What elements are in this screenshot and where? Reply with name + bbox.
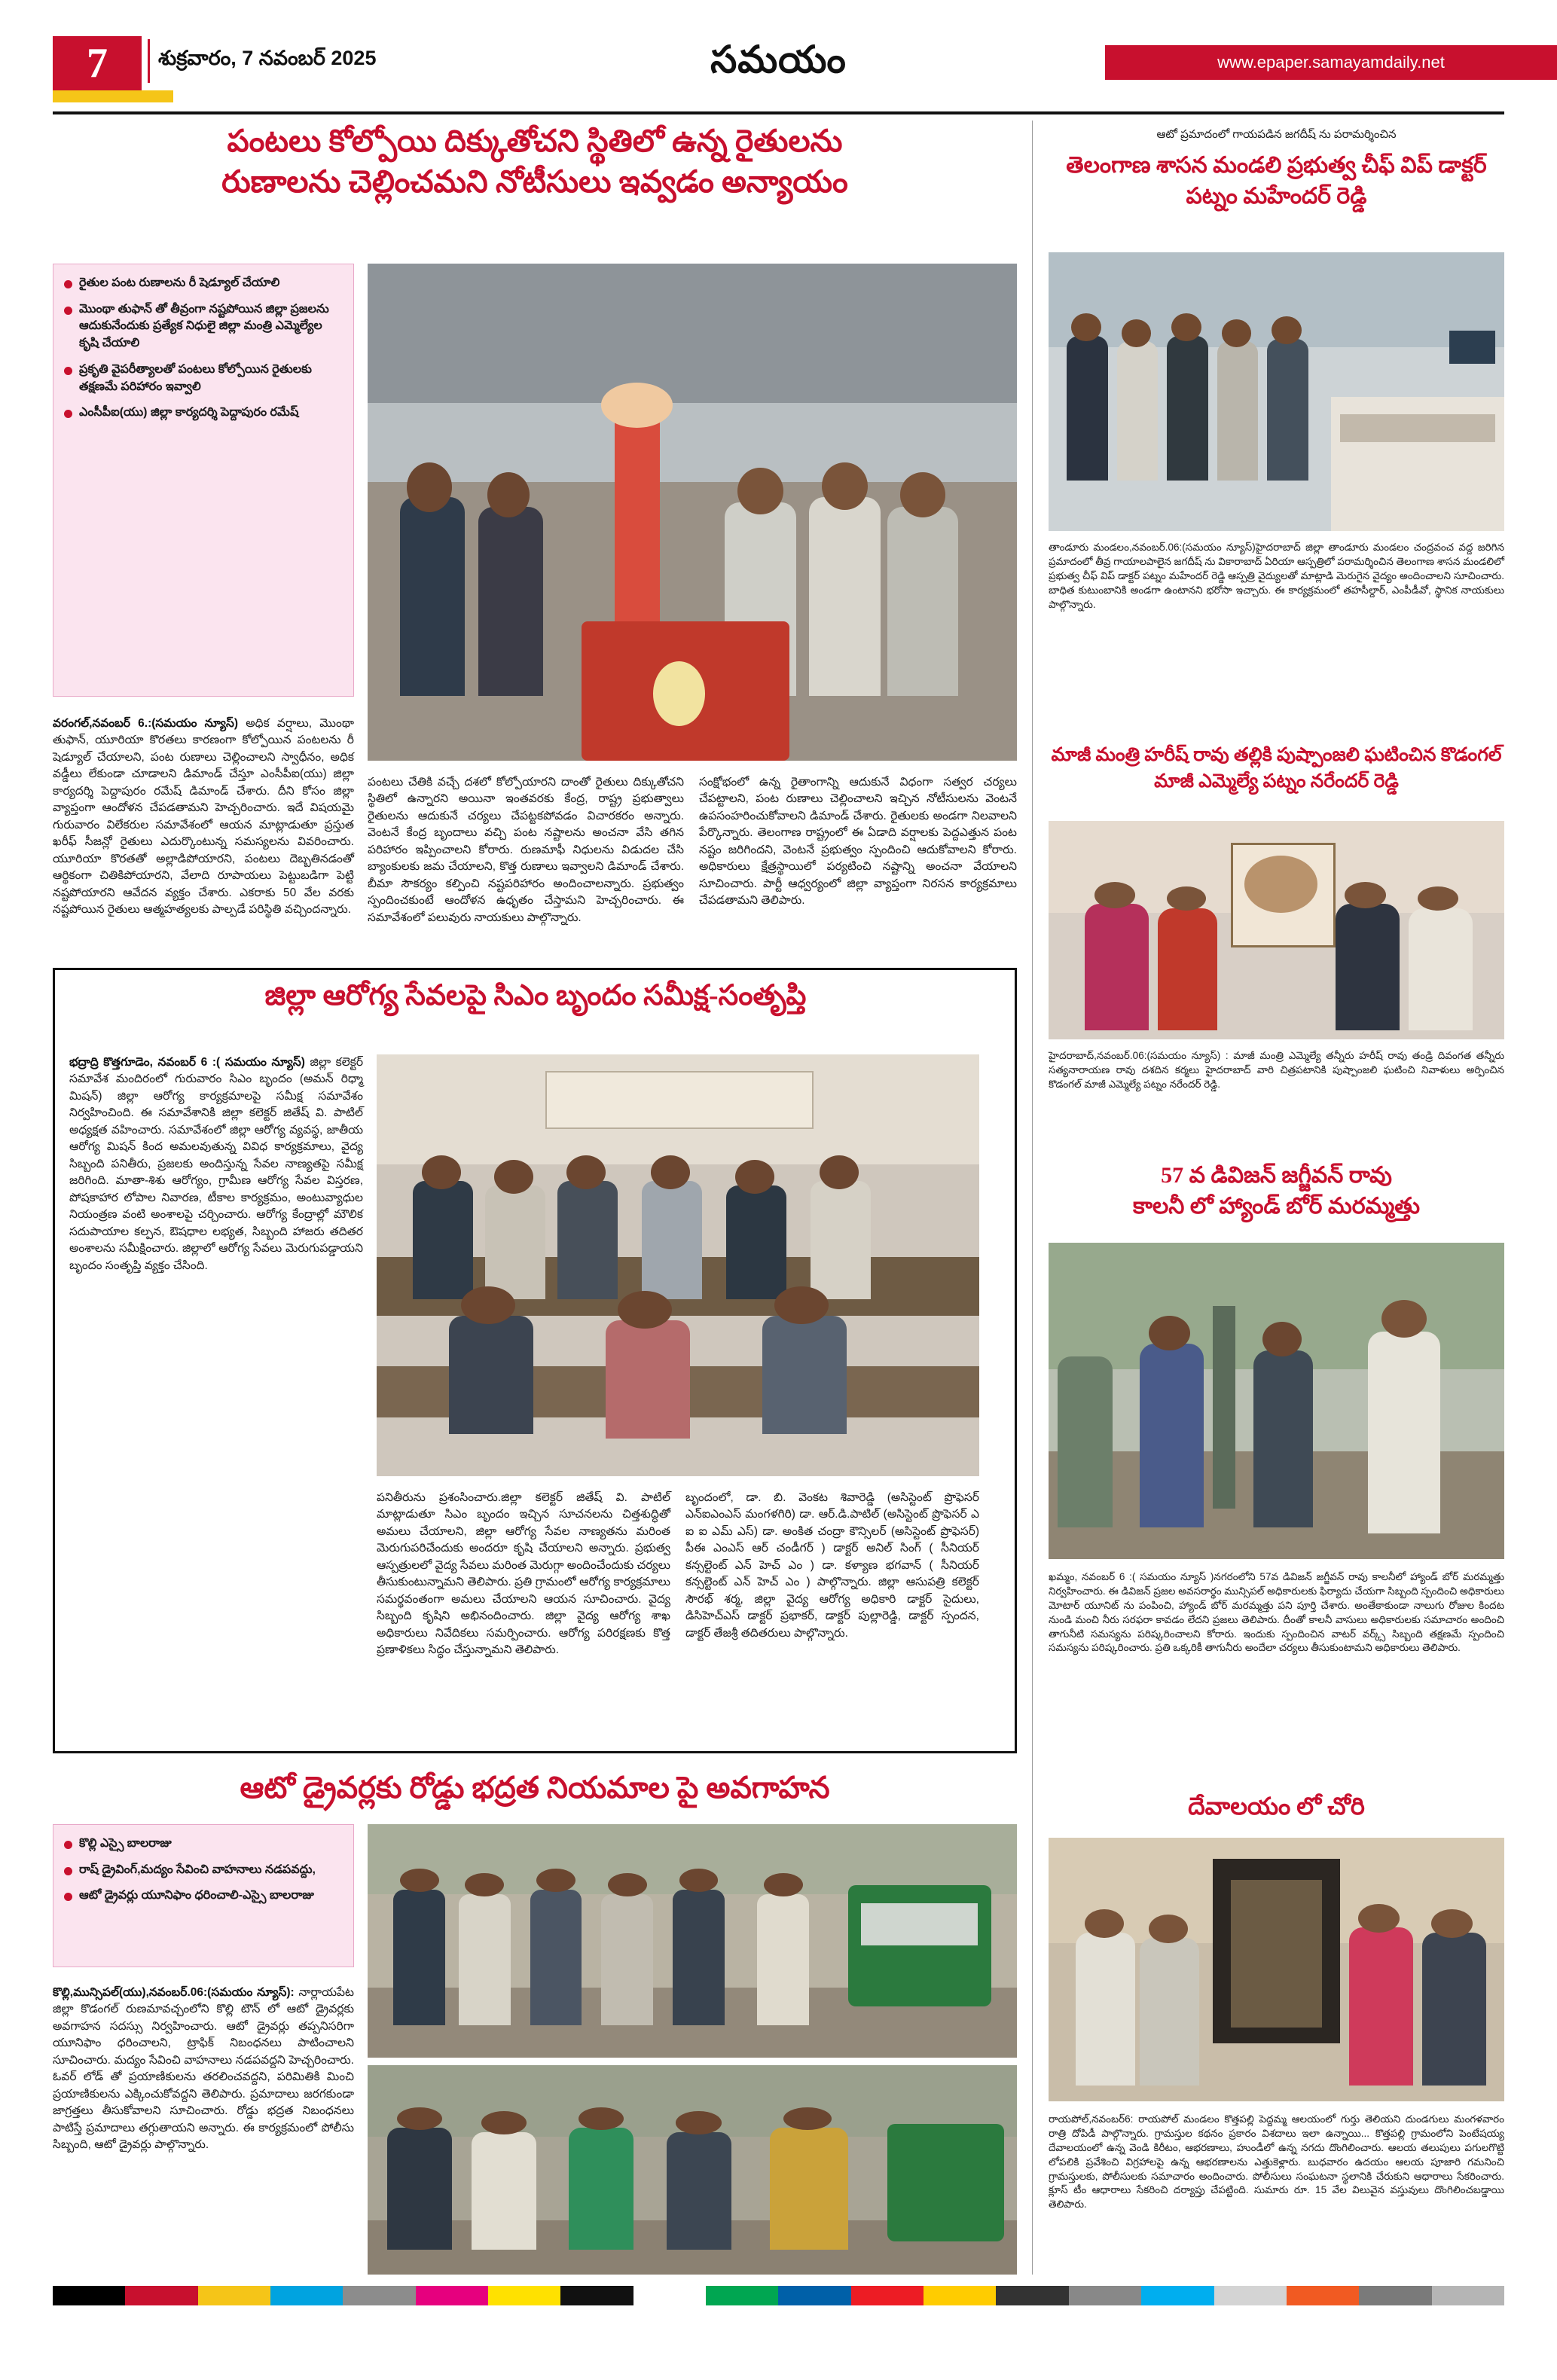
bullet-item [64,275,343,292]
story-condolence [1049,742,1504,1164]
lead-dateline: వరంగల్,నవంబర్ 6.:(సమయం న్యూస్) [53,717,239,730]
condolence-headline: మాజీ మంత్రి హరీష్ రావు తల్లికి పుష్పాంజలి ఘటించిన కొడంగల్ మాజీ ఎమ్మెల్యే పట్నం నరేందర్ రెడ్డి [1051,745,1502,792]
lead-col1-text: అధిక వర్షాలు, మొంథా తుఫాన్, యూరియా కొరతలు కారణంగా కోల్పోయిన పంటలను రీ షెడ్యూల్ చేయాలని, పంట రుణాలు చెల్లించాలని స్వాధీనం, అధిక వడ్డీలు లేకుండా చూడాలని డిమాండ్ చేస్తూ ఎంసీపీఐ(యు) జిల్లా కార్యదర్శి పెద్దాపురం రమేష్ డిమాండ్ చేశారు. దీని కోసం జిల్లా వ్యాప్తంగా ఆందోళన చేపడతామని హెచ్చరించారు. ఇదే విషయమై గురువారం విలేకరుల సమావేశంలో ఆయన మాట్లాడుతూ ప్రస్తుత ఖరీఫ్ సీజన్లో రైతులు ఎదుర్కొంటున్న సమస్యలను వివరించారు. యూరియా కొరతతో అల్లాడిపోయారని, పంటలు దెబ్బతినడంతో ఆర్థికంగా చితికిపోయారని, వేలాది రూపాయలు పెట్టుబడిగా పెట్టి నష్టపోయారని ఆవేదన వ్యక్తం చేశారు. ఎకరాకు 50 వేల వరకు నష్టపోయిన రైతులు ఆత్మహత్యలకు పాల్పడే పరిస్థితి వచ్చిందన్నారు. [53,717,354,917]
story-health [69,979,1002,1740]
handbore-headline-line2: కాలనీ లో హ్యాండ్ బోర్ మరమ్మత్తు [1133,1194,1420,1219]
lead-column-1 [53,716,354,949]
bullet-dot-icon [64,307,72,315]
color-swatch [416,2286,488,2305]
handbore-caption: ఖమ్మం, నవంబర్ 6 :( సమయం న్యూస్ )నగరంలోని 57వ డివిజన్ జగ్జీవన్ రావు కాలనీలో హ్యాండ్ బోర్ మరమ్మత్తు నిర్వహించారు. ఈ డివిజన్ ప్రజల అవసరార్థం మున్సిపల్ అధికారులకు ఫిర్యాదు చేయగా సిబ్బంది స్పందించి అధికారులు మోటార్ యూనిట్ ను పంపించి, హ్యాండ్ బోర్ మరమ్మత్తు పని పూర్తి చేశారు. అంతేకాకుండా నాలుగు రోజుల కిందట నుండి మంచి నీరు సరఫరా కావడం లేదని ప్రజలు తెలిపారు. దీంతో కాలనీ వాసులు అధికారులకు సమాచారం అందించి తాగునీటి సమస్యను పరిష్కరించాలని కోరారు. ఇందుకు స్పందించిన వాటర్ వర్క్స్ సిబ్బంది తక్షణమే స్పందించి సమస్యను పరిష్కరించారు. ప్రతి ఒక్కరికీ తాగునీరు అందేలా చర్యలు తీసుకుంటామని అధికారులు తెలిపారు. [1049,1571,1504,1654]
lead-photo [368,264,1017,761]
color-swatch [1432,2286,1504,2305]
story-temple [1049,1793,1504,2275]
health-col3-text: బృందంలో, డా. బి. వెంకట శివారెడ్డి (అసిస్టెంట్ ప్రొఫెసర్ ఎన్ఐఎంఎస్ మంగళగిరి) డా. ఆర్.డి.పాటిల్ (అసిస్టెంట్ ప్రొఫెసర్ ఎ ఐ ఐ ఎమ్ ఎస్) డా. అంకిత చంద్రా కౌన్సిలర్ (అసిస్టెంట్ ప్రొఫెసర్) పీఈ ఎంఎస్ ఆర్ చండీగర్ ) డాక్టర్ అనిల్ సింగ్ ( సీనియర్ కన్సల్టెంట్ ఎన్ హెచ్ ఎం ) డా. కళ్యాణ భగవాన్ ( సీనియర్ కన్సల్టెంట్ ఎన్ హెచ్ ఎం ) పాల్గొన్నారు. జిల్లా ఆసుపత్రి కలెక్టర్ సౌరభ్ శర్మ, జిల్లా వైద్య ఆరోగ్య అధికారి డాక్టర్ సైదులు, డిసిహెచ్ఎస్ డాక్టర్ ప్రభాకర్, డాక్టర్ పుల్లారెడ్డి, డాక్టర్ స్పందన, డాక్టర్ తేజశ్రీ తదితరులు పాల్గొన్నారు. [685,1491,979,1640]
auto-bullets [53,1824,354,1967]
temple-photo [1049,1838,1504,2101]
health-col1-text: జిల్లా కలెక్టర్ సమావేశ మందిరంలో గురువారం సిఎం బృందం (అమన్ రిధ్మా మిషన్) జిల్లా ఆరోగ్య కార్యక్రమాలపై సమీక్ష సమావేశం నిర్వహించింది. ఈ సమావేశానికి జిల్లా కలెక్టర్ జితేష్ వి. పాటిల్ అధ్యక్షత వహించారు. సమావేశంలో జిల్లా ఆరోగ్య వ్యవస్థ, జాతీయ ఆరోగ్య మిషన్ కింద అమలవుతున్న వివిధ కార్యక్రమాలు, వైద్య సిబ్బంది పనితీరు, ప్రజలకు అందిస్తున్న సేవల నాణ్యతపై సమీక్ష జరిగింది. మాతా-శిశు ఆరోగ్యం, గ్రామీణ ఆరోగ్య సేవల విస్తరణ, పోషకాహార లోపాల నివారణ, టీకాల కార్యక్రమం, అంటువ్యాధుల నియంత్రణ వంటి అంశాలపై చర్చించారు. ఆరోగ్య కేంద్రాల్లో మౌలిక సదుపాయాల కల్పన, ఔషధాల లభ్యత, సిబ్బంది హాజరు తదితర అంశాలను సమీక్షించారు. జిల్లాలో ఆరోగ్య సేవలు మెరుగుపడ్డాయని బృందం సంతృప్తి వ్యక్తం చేసింది. [69,1056,364,1272]
bullet-item [64,362,343,395]
color-swatch [851,2286,924,2305]
health-column-1 [69,1054,363,1740]
registration-color-bar [53,2286,1504,2305]
bullet-text: మొంథా తుఫాన్ తో తీవ్రంగా నష్టపోయిన జిల్లా ప్రజలను ఆదుకునేందుకు ప్రత్యేక నిధులై జిల్లా మంత్రి ఎమ్మెల్యేల కృషి చేయాలి [79,302,329,350]
bullet-text: రైతుల పంట రుణాలను రీ షెడ్యూల్ చేయాలి [79,276,280,289]
auto-photo-top [368,1824,1017,2058]
color-swatch [488,2286,560,2305]
lead-col2-text: పంటలు చేతికి వచ్చే దశలో కోల్పోయారని దాంతో రైతులు దిక్కుతోచని స్థితిలో ఉన్నారని అయినా ఇంతవరకు కేంద్ర, రాష్ట్ర ప్రభుత్వాలు రైతులను ఆదుకునే చర్యలు చేపట్టకపోవడం విచారకరం అన్నారు. వెంటనే కేంద్ర బృందాలు వచ్చి పంట నష్టాలను అంచనా వేసి తగిన పరిహారం ఇప్పించాలని కోరారు. రుణమాఫీ నిధులను విడుదల చేసి బ్యాంకులకు జమ చేయాలని, కొత్త రుణాలు ఇవ్వాలని డిమాండ్ చేశారు. బీమా సౌకర్యం కల్పించి నష్టపరిహారం అందించాలన్నారు. ప్రభుత్వం స్పందించకుంటే ఆందోళన ఉధృతం చేస్తామని హెచ్చరించారు. ఈ సమావేశంలో పలువురు నాయకులు పాల్గొన్నారు. [368,776,684,924]
color-swatch [924,2286,996,2305]
color-swatch [1141,2286,1214,2305]
health-column-2 [377,1490,670,1740]
bullet-text: ఆటో డ్రైవర్లు యూనిఫాం ధరించాలి-ఎస్సై బాలరాజు [79,1889,314,1902]
color-swatch [706,2286,778,2305]
temple-headline: దేవాలయం లో చోరి [1188,1793,1365,1820]
auto-col1-text: నార్లాయపేట జిల్లా కొడంగల్ రుణమావచ్చంలోని కొల్లి టౌన్ లో ఆటో డ్రైవర్లకు అవగాహన సదస్సు నిర్వహించారు. ఆటో డ్రైవర్లు తప్పనిసరిగా యూనిఫాం ధరించాలని, ట్రాఫిక్ నిబంధనలు పాటించాలని సూచించారు. మద్యం సేవించి వాహనాలు నడపవద్దని హెచ్చరించారు. ఓవర్ లోడ్ తో ప్రయాణికులను తరలించవద్దని, పరిమితికి మించి ప్రయాణికులను ఎక్కించుకోవద్దని తెలిపారు. ప్రమాదాలు జరగకుండా జాగ్రత్తలు తీసుకోవాలని సూచించారు. రోడ్డు భద్రత నిబంధనలు పాటిస్తే ప్రమాదాలు తగ్గుతాయని అన్నారు. ఈ కార్యక్రమంలో పోలీసు సిబ్బంది, ఆటో డ్రైవర్లు పాల్గొన్నారు. [53,1986,354,2152]
color-swatch [1287,2286,1359,2305]
color-swatch [125,2286,197,2305]
lead-column-3 [699,774,1017,949]
health-col2-text: పనితీరును ప్రశంసించారు.జిల్లా కలెక్టర్ జితేష్ వి. పాటిల్ మాట్లాడుతూ సిఎం బృందం ఇచ్చిన సూచనలను చిత్తశుద్ధితో అమలు చేయాలని, జిల్లా ఆరోగ్య సేవల నాణ్యతను మరింత మెరుగుపరిచేందుకు అందరూ కృషి చేయాలని అన్నారు. ప్రభుత్వ ఆస్పత్రులలో వైద్య సేవలు మరింత మెరుగ్గా అందించేందుకు చర్యలు తీసుకుంటున్నామని తెలిపారు. ప్రతి గ్రామంలో ఆరోగ్య కార్యక్రమాలు సమర్థవంతంగా అమలు చేయాలని ఆయన సూచించారు. వైద్య సిబ్బంది కృషిని అభినందించారు. జిల్లా వైద్య ఆరోగ్య శాఖ అధికారులు నివేదికలు సమర్పించారు. ఆరోగ్య పరిరక్షణకు కొత్త ప్రణాళికలు సిద్ధం చేస్తున్నామని తెలిపారు. [377,1491,670,1657]
bullet-dot-icon [64,367,72,375]
temple-caption: రాయపోల్,నవంబర్6: రాయపోల్ మండలం కొత్తపల్లి పెద్దమ్మ ఆలయంలో గుర్తు తెలియని దుండగులు మంగళవారం రాత్రి దోపిడీ పాల్గొన్నారు. గ్రామస్తుల కథనం ప్రకారం విశదాలు ఇలా ఉన్నాయి... కొత్తపల్లి గ్రామంలోని పెంటేషయ్య దేవాలయంలో ఉన్న వెండి కిరీటం, ఆభరణాలు, హుండీలో ఉన్న నగదు దొంగిలించారు. ఆలయ తలుపులు పగులగొట్టి లోపలికి ప్రవేశించి విగ్రహాలపై ఉన్న ఆభరణాలను ఎత్తుకెళ్లారు. బుధవారం ఉదయం ఆలయ పూజారి గమనించి గ్రామస్తులకు, పోలీసులకు సమాచారం అందించారు. పోలీసులు సంఘటనా స్థలానికి చేరుకుని ఆధారాలు సేకరించారు. క్లూస్ టీం ఆధారాలు సేకరించి దర్యాప్తు చేపట్టింది. సుమారు రూ. 15 వేల విలువైన వస్తువులు దొంగిలించబడ్డాయి తెలిపారు. [1049,2113,1504,2211]
condolence-photo [1049,821,1504,1039]
auto-dateline: కొల్లి,మున్సిపల్(యు),నవంబర్.06:(సమయం న్యూస్): [53,1986,295,1999]
health-left-rule [53,968,55,1753]
auto-photo-bottom [368,2065,1017,2275]
color-swatch [1359,2286,1431,2305]
masthead [0,0,1557,98]
story-handbore [1049,1160,1504,1777]
auto-headline: ఆటో డ్రైవర్లకు రోడ్డు భద్రత నియమాల పై అవగాహన [240,1771,830,1805]
bullet-item [64,1862,343,1879]
color-swatch [996,2286,1068,2305]
health-right-rule [1015,968,1017,1753]
color-swatch [198,2286,270,2305]
color-swatch [633,2286,706,2305]
color-swatch [1214,2286,1287,2305]
page-number: 7 [87,40,108,87]
health-dateline: భద్రాద్రి కొత్తగూడెం, నవంబర్ 6 :( సమయం న్యూస్) [69,1056,305,1069]
bullet-text: ప్రకృతి వైపరీత్యాలతో పంటలు కోల్పోయిన రైతులకు తక్షణమే పరిహారం ఇవ్వాలి [79,362,312,393]
top-right-photo [1049,252,1504,531]
handbore-photo [1049,1243,1504,1559]
story-auto [53,1770,1017,2275]
health-bottom-rule [53,1751,1017,1753]
handbore-headline-line1: 57 వ డివిజన్ జగ్జీవన్ రావు [1161,1163,1392,1188]
top-right-caption: తాండూరు మండలం,నవంబర్.06:(సమయం న్యూస్)హైదరాబాద్ జిల్లా తాండూరు మండలం చంద్రవంచ వద్ద జరిగిన ప్రమాదంలో తీవ్ర గాయాలపాలైన జగదీష్ ను వికారాబాద్ ఏరియా ఆస్పత్రిలో పరామర్శించిన తెలంగాణ శాసన మండలిలో ప్రభుత్వ చీఫ్ విప్ డాక్టర్ పట్నం మహేందర్ రెడ్డి ఆస్పత్రి వైద్యులతో మాట్లాడి మెరుగైన వైద్యం అందించాలని సూచించారు. బాధిత కుటుంబానికి అండగా ఉంటానని భరోసా ఇచ్చారు. ఈ కార్యక్రమంలో తహసీల్దార్, ఎంపీడీవో, స్థానిక నాయకులు పాల్గొన్నారు. [1049,542,1504,610]
masthead-date: శుక్రవారం, 7 నవంబర్ 2025 [158,47,377,69]
lead-story [53,121,1017,949]
bullet-dot-icon [64,1893,72,1901]
lead-headline-line1: పంటలు కోల్పోయి దిక్కుతోచని స్థితిలో ఉన్న రైతులను [227,124,843,158]
masthead-url[interactable]: www.epaper.samayamdaily.net [1105,45,1557,80]
health-column-3 [685,1490,979,1740]
story-top-right [1049,128,1504,723]
color-swatch [53,2286,125,2305]
bullet-dot-icon [64,410,72,418]
bullet-item [64,1887,343,1905]
masthead-title: సమయం [710,38,847,81]
bullet-dot-icon [64,280,72,288]
top-right-headline: తెలంగాణ శాసన మండలి ప్రభుత్వ చీఫ్ విప్ డాక్టర్ పట్నం మహేందర్ రెడ్డి [1066,153,1487,209]
bullet-text: ఎంసీపీఐ(యు) జిల్లా కార్యదర్శి పెద్దాపురం రమేష్ [79,406,299,420]
bullet-item [64,301,343,352]
bullet-text: రాష్ డ్రైవింగ్,మద్యం సేవించి వాహనాలు నడపవద్దు, [79,1863,316,1876]
bullet-item [64,404,343,422]
color-swatch [778,2286,850,2305]
lead-bullets [53,264,354,697]
condolence-caption: హైదరాబాద్,నవంబర్.06:(సమయం న్యూస్) : మాజీ మంత్రి ఎమ్మెల్యే తన్నీరు హరీష్ రావు తండ్రి దివంగత తన్నీరు సత్యనారాయణ రావు దశదిన కర్మలు హైదరాబాద్ వారి చిత్రపటానికి పుష్పాంజలి ఘటించి నివాళులు అర్పించిన కొడంగల్ మాజీ ఎమ్మెల్యే పట్నం నరేందర్ రెడ్డి. [1049,1050,1504,1090]
color-swatch [560,2286,633,2305]
masthead-yellow-bar [53,90,173,102]
color-swatch [1069,2286,1141,2305]
main-vertical-divider [1032,121,1033,2275]
lead-column-2 [368,774,684,949]
color-swatch [343,2286,415,2305]
lead-col3-text: సంక్షోభంలో ఉన్న రైతాంగాన్ని ఆదుకునే విధంగా సత్వర చర్యలు చేపట్టాలని, పంట రుణాలు చెల్లించాలని ఇచ్చిన నోటీసులను వెంటనే ఉపసంహరించుకోవాలని డిమాండ్ చేశారు. రైతులకు అండగా నిలవాలని పేర్కొన్నారు. తెలంగాణ రాష్ట్రంలో ఈ ఏడాది వర్షాలకు పెద్దఎత్తున పంట నష్టం జరిగిందని, వెంటనే ప్రభుత్వం స్పందించి ఆదుకోవాలని కోరారు. అధికారులు క్షేత్రస్థాయిలో పర్యటించి నష్టాన్ని అంచనా వేయాలని సూచించారు. పార్టీ ఆధ్వర్యంలో జిల్లా వ్యాప్తంగా నిరసన కార్యక్రమాలు చేపడతామని తెలిపారు. [699,776,1017,908]
health-top-rule [53,968,1017,970]
health-headline: జిల్లా ఆరోగ్య సేవలపై సిఎం బృందం సమీక్ష-సంతృప్తి [264,980,807,1012]
bullet-text: కొల్లి ఎస్సై బాలరాజు [79,1837,172,1850]
top-right-kicker: ఆటో ప్రమాదంలో గాయపడిన జగదీష్ ను పరామర్శించిన [1156,128,1397,141]
lead-headline-line2: రుణాలను చెల్లించమని నోటీసులు ఇవ్వడం అన్యాయం [221,164,848,200]
bullet-item [64,1835,343,1853]
masthead-rule [53,111,1504,114]
health-photo [377,1054,979,1476]
bullet-dot-icon [64,1867,72,1875]
bullet-dot-icon [64,1841,72,1849]
auto-column-1 [53,1985,354,2275]
color-swatch [270,2286,343,2305]
